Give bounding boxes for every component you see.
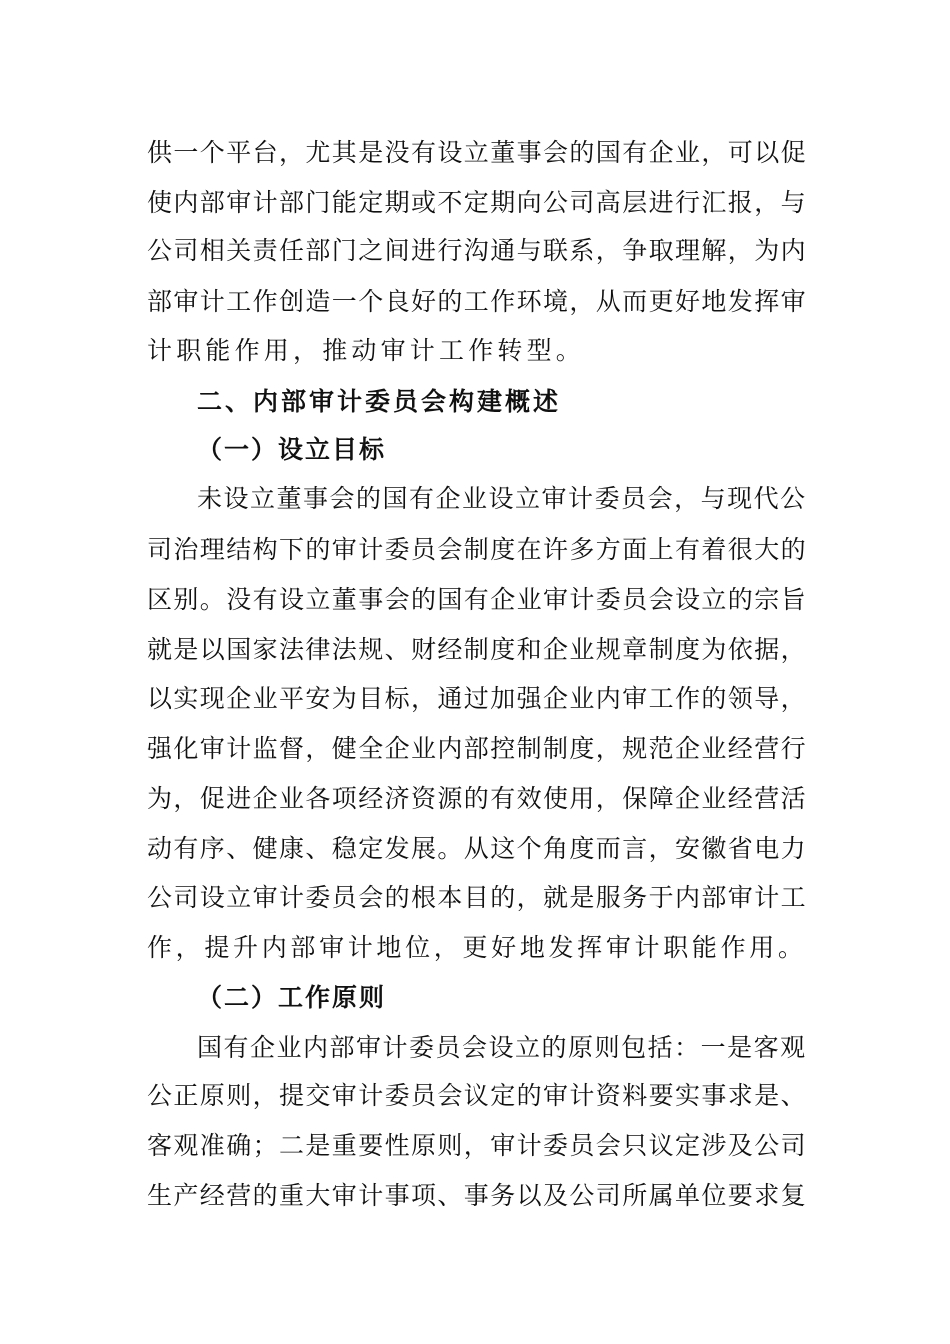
paragraph-line: 区别。没有设立董事会的国有企业审计委员会设立的宗旨	[147, 585, 808, 614]
paragraph-line: 计职能作用，推动审计工作转型。	[147, 336, 586, 365]
subsection-heading: （一）设立目标	[197, 435, 387, 464]
paragraph-line: 动有序、健康、稳定发展。从这个角度而言，安徽省电力	[147, 834, 808, 863]
paragraph-line: 公司相关责任部门之间进行沟通与联系，争取理解，为内	[147, 236, 808, 265]
paragraph-line: 公正原则，提交审计委员会议定的审计资料要实事求是、	[147, 1081, 808, 1110]
paragraph-line: 生产经营的重大审计事项、事务以及公司所属单位要求复	[147, 1181, 808, 1210]
paragraph-line: 作，提升内部审计地位，更好地发挥审计职能作用。	[147, 933, 807, 962]
paragraph-line: 司治理结构下的审计委员会制度在许多方面上有着很大的	[147, 535, 808, 564]
paragraph-line: 部审计工作创造一个良好的工作环境，从而更好地发挥审	[147, 287, 808, 316]
paragraph-line: 以实现企业平安为目标，通过加强企业内审工作的领导，	[147, 684, 808, 713]
paragraph-line: 公司设立审计委员会的根本目的，就是服务于内部审计工	[147, 883, 808, 912]
paragraph-line: 就是以国家法律法规、财经制度和企业规章制度为依据，	[147, 635, 808, 664]
paragraph-line: 未设立董事会的国有企业设立审计委员会，与现代公	[197, 484, 807, 513]
paragraph-line: 为，促进企业各项经济资源的有效使用，保障企业经营活	[147, 784, 808, 813]
paragraph-line: 客观准确；二是重要性原则，审计委员会只议定涉及公司	[147, 1131, 808, 1160]
section-heading: 二、内部审计委员会构建概述	[197, 387, 562, 416]
paragraph-line: 强化审计监督，健全企业内部控制制度，规范企业经营行	[147, 734, 808, 763]
subsection-heading: （二）工作原则	[197, 983, 387, 1012]
paragraph-line: 使内部审计部门能定期或不定期向公司高层进行汇报，与	[147, 188, 808, 217]
paragraph-line: 国有企业内部审计委员会设立的原则包括：一是客观	[197, 1033, 807, 1062]
paragraph-line: 供一个平台，尤其是没有设立董事会的国有企业，可以促	[147, 138, 808, 167]
